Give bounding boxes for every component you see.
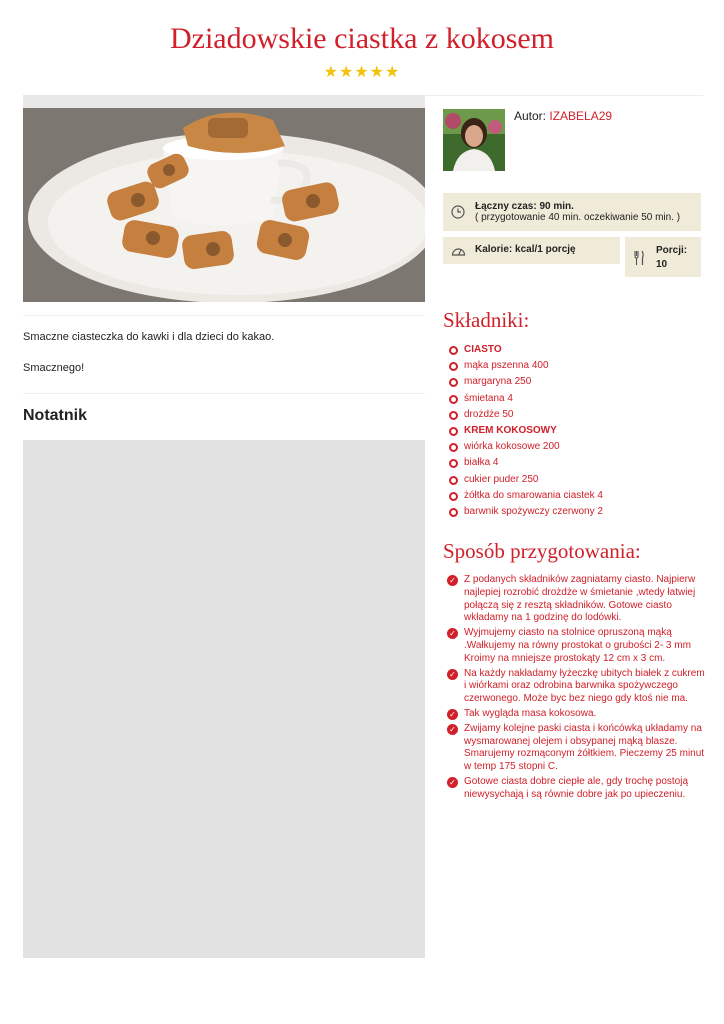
ingredient-item bbox=[449, 409, 709, 425]
ingredient-item bbox=[449, 457, 709, 473]
servings-value: 10 bbox=[656, 259, 668, 270]
check-icon: ✓ bbox=[447, 669, 458, 680]
step-text: Tak wygląda masa kokosowa. bbox=[464, 707, 597, 719]
step-text: Z podanych składników zagniatamy ciasto. Najpierw najlepiej rozrobić drożdże w śmietanie ,wtedy łatwiej połączą się z resztą składników. Gotowe ciasto wkładamy na 1 godzinę do lodówki. bbox=[464, 574, 696, 624]
description-line: Smaczne ciasteczka do kawki i dla dzieci do kakao. bbox=[23, 331, 275, 343]
time-detail: ( przygotowanie 40 min. oczekiwanie 50 min. ) bbox=[475, 212, 681, 223]
total-time-box bbox=[443, 193, 701, 231]
ingredients-heading: Składniki: bbox=[443, 308, 530, 332]
check-icon: ✓ bbox=[447, 575, 458, 586]
ring-bullet-icon bbox=[449, 346, 458, 355]
ingredient-item bbox=[449, 441, 709, 457]
ingredient-text: barwnik spożywczy czerwony 2 bbox=[464, 505, 603, 517]
notes-area[interactable] bbox=[23, 440, 425, 958]
ingredients-list bbox=[449, 344, 709, 522]
author bbox=[514, 109, 612, 123]
cutlery-icon bbox=[633, 250, 645, 266]
ingredient-item bbox=[449, 376, 709, 392]
divider bbox=[23, 393, 425, 394]
ingredient-text: mąka pszenna 400 bbox=[464, 360, 549, 372]
check-icon: ✓ bbox=[447, 777, 458, 788]
description-line: Smacznego! bbox=[23, 362, 85, 374]
author-name-link[interactable]: IZABELA29 bbox=[549, 109, 613, 123]
ingredient-text: wiórka kokosowe 200 bbox=[464, 441, 560, 453]
ring-bullet-icon bbox=[449, 411, 458, 420]
ingredient-text: żółtka do smarowania ciastek 4 bbox=[464, 489, 603, 501]
ring-bullet-icon bbox=[449, 443, 458, 452]
check-icon: ✓ bbox=[447, 709, 458, 720]
ingredient-group-header bbox=[449, 344, 709, 360]
ingredient-item bbox=[449, 490, 709, 506]
ring-bullet-icon bbox=[449, 492, 458, 501]
ingredient-item bbox=[449, 393, 709, 409]
ingredient-item bbox=[449, 474, 709, 490]
notes-heading: Notatnik bbox=[23, 407, 87, 424]
total-time-label: Łączny czas: 90 min. bbox=[475, 201, 574, 212]
preparation-step bbox=[447, 708, 707, 721]
steps-list bbox=[447, 574, 707, 804]
ring-bullet-icon bbox=[449, 459, 458, 468]
recipe-title: Dziadowskie ciastka z kokosem bbox=[169, 22, 555, 55]
check-icon: ✓ bbox=[447, 724, 458, 735]
step-text: Gotowe ciasta dobre ciepłe ale, gdy trochę postoją niewysychają i są równie dobre jak po upieczeniu. bbox=[464, 775, 689, 800]
preparation-heading: Sposób przygotowania: bbox=[443, 539, 641, 563]
check-icon: ✓ bbox=[447, 628, 458, 639]
ingredient-text: białka 4 bbox=[464, 457, 499, 469]
ring-bullet-icon bbox=[449, 427, 458, 436]
step-text: Wyjmujemy ciasto na stolnice opruszoną mąką .Wałkujemy na równy prostokat o grubości 2- 3 mm Kroimy na mniejsze prostokąty 12 cm x 3 cm. bbox=[464, 627, 691, 664]
ring-bullet-icon bbox=[449, 395, 458, 404]
preparation-step bbox=[447, 627, 707, 665]
ring-bullet-icon bbox=[449, 378, 458, 387]
preparation-step bbox=[447, 776, 707, 802]
ingredient-text: CIASTO bbox=[464, 344, 502, 355]
step-text: Zwijamy kolejne paski ciasta i końcówką układamy na wysmarowanej olejem i obsypanej mąką blasze. Smarujemy rozmąconym żółtkiem. Pieczemy 25 minut w temp 175 stopni C. bbox=[464, 722, 705, 773]
servings-label: Porcji: bbox=[656, 245, 688, 256]
ingredient-text: KREM KOKOSOWY bbox=[464, 424, 557, 436]
step-text: Na każdy nakładamy łyżeczkę ubitych białek z cukrem i wiórkami oraz odrobina barwnika spożywczego czerwonego. Może byc bez niego gdy ktoś nie ma. bbox=[464, 667, 705, 705]
ingredient-text: margaryna 250 bbox=[464, 376, 532, 388]
ingredient-text: drożdże 50 bbox=[464, 408, 514, 420]
ingredient-item bbox=[449, 506, 709, 522]
ingredient-item bbox=[449, 360, 709, 376]
calories-label: Kalorie: kcal/1 porcję bbox=[475, 244, 576, 255]
ingredient-text: cukier puder 250 bbox=[464, 473, 539, 485]
rating-stars: ★★★★★ bbox=[323, 64, 401, 81]
recipe-description bbox=[23, 330, 423, 392]
ring-bullet-icon bbox=[449, 476, 458, 485]
servings-box bbox=[625, 237, 701, 277]
preparation-step bbox=[447, 668, 707, 706]
ingredient-text: śmietana 4 bbox=[464, 392, 513, 404]
ingredient-group-header bbox=[449, 425, 709, 441]
scale-icon bbox=[451, 243, 466, 257]
divider bbox=[23, 315, 425, 316]
ring-bullet-icon bbox=[449, 508, 458, 517]
clock-icon bbox=[451, 205, 465, 219]
calories-box bbox=[443, 237, 620, 264]
recipe-photo bbox=[23, 95, 425, 302]
preparation-step bbox=[447, 574, 707, 625]
preparation-step bbox=[447, 723, 707, 774]
avatar bbox=[443, 109, 505, 171]
ring-bullet-icon bbox=[449, 362, 458, 371]
author-label: Autor: bbox=[514, 109, 547, 123]
